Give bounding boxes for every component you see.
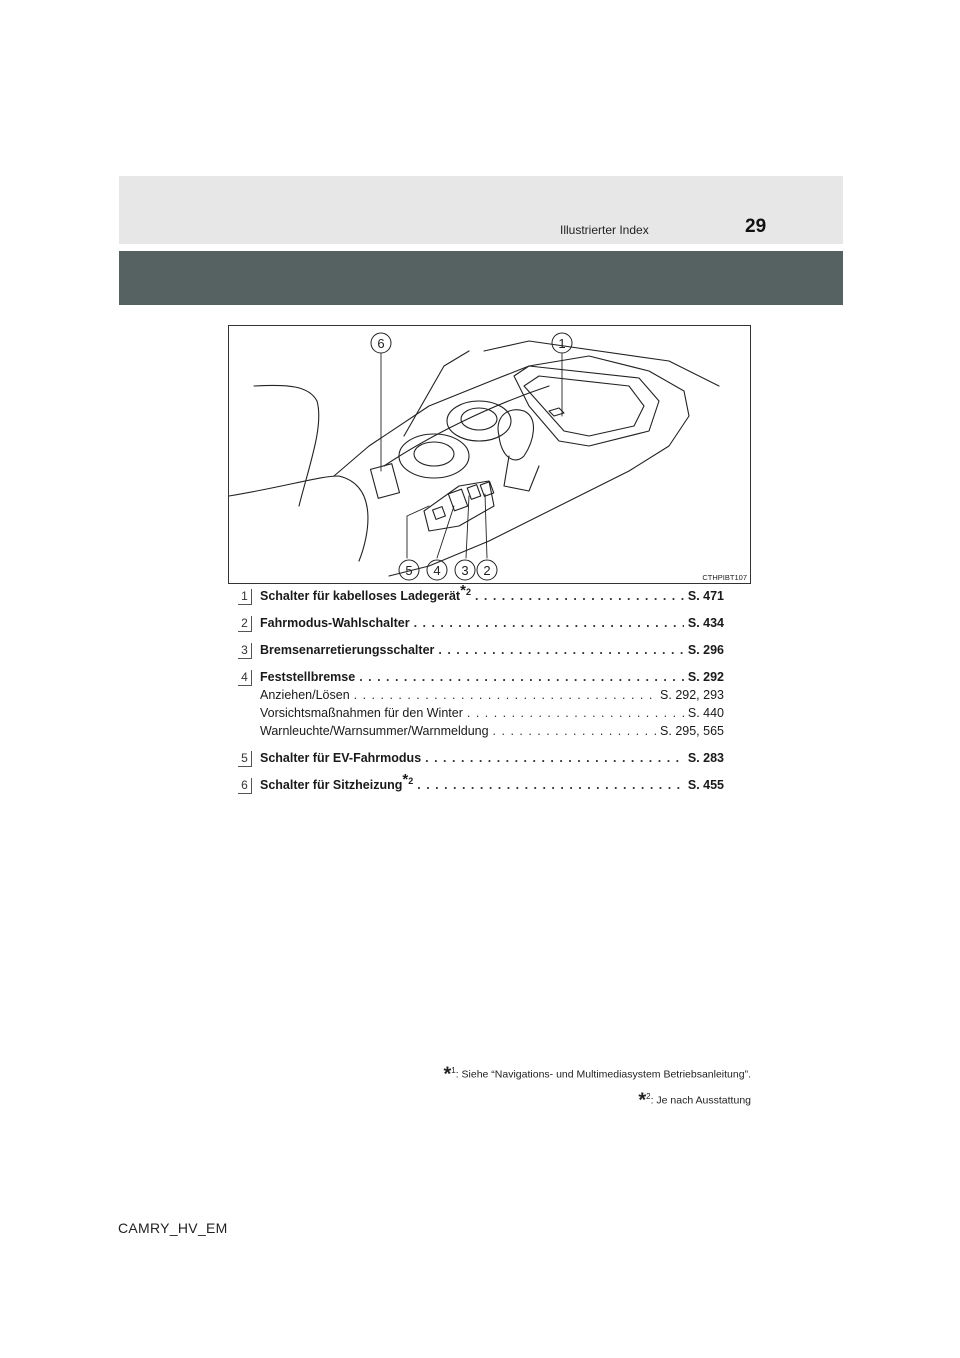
parking-brake-switch: [448, 489, 467, 511]
dash-line-2: [484, 341, 719, 386]
leader-dots: [417, 776, 684, 794]
leader-dots: [359, 668, 684, 686]
drive-mode-switch: [480, 482, 494, 497]
index-entry-5: [238, 749, 724, 767]
entry-number: 5: [238, 751, 252, 767]
entry-number: 6: [238, 778, 252, 794]
section-title: Illustrierter Index: [560, 223, 649, 237]
leader-5: [407, 506, 429, 558]
seat-cushion: [229, 476, 368, 561]
cup-holder-2: [447, 401, 511, 441]
page-ref[interactable]: S. 296: [687, 643, 724, 657]
leader-4: [437, 506, 454, 558]
center-console-illustration: [228, 325, 751, 584]
entry-number: 4: [238, 670, 252, 686]
charger-pad: [524, 376, 644, 436]
leader-dots: [425, 749, 684, 767]
page-ref[interactable]: S. 295, 565: [660, 724, 724, 738]
seat-heater-switch: [370, 464, 399, 499]
callout-2: 2: [483, 563, 491, 578]
index-entry-6: [238, 770, 724, 794]
footnote-2: *$^2$: Je nach Ausstattung: [638, 1089, 751, 1111]
callout-4: 4: [433, 563, 441, 578]
page-ref[interactable]: S. 434: [687, 616, 724, 630]
page-number: 29: [745, 216, 767, 237]
leader-dots: [438, 641, 683, 659]
callout-5: 5: [405, 563, 413, 578]
page-ref[interactable]: S. 440: [687, 706, 724, 720]
index-entry-3: [238, 641, 724, 659]
page-ref[interactable]: S. 292, 293: [660, 688, 724, 702]
footnotes: [443, 1060, 751, 1111]
seat-outline: [254, 385, 319, 506]
switch-cluster: [424, 481, 494, 531]
entry-label: Schalter für Sitzheizung$^{*2}$: [260, 770, 414, 792]
sub-entry: Warnleuchte/Warnsummer/Warnmeldung . . . S. 295, 565: [260, 722, 724, 740]
entry-label: Feststellbremse: [260, 670, 356, 684]
index-entry-4: [238, 668, 724, 740]
entry-number: 2: [238, 616, 252, 632]
page-ref[interactable]: S. 455: [687, 778, 724, 792]
page-ref[interactable]: S. 292: [687, 670, 724, 684]
index-entries: [238, 581, 724, 803]
index-entry-1: [238, 581, 724, 605]
entry-label: Fahrmodus-Wahlschalter: [260, 616, 410, 630]
leader-dots: [475, 587, 684, 605]
console-drawing: [229, 326, 750, 583]
console-body: [334, 356, 689, 576]
leader-dots: [354, 686, 656, 704]
shift-base: [504, 456, 539, 491]
header-band: [119, 176, 843, 244]
callout-3: 3: [461, 563, 469, 578]
sub-entry: Vorsichtsmaßnahmen für den Winter . . . S. 440: [260, 704, 724, 722]
leader-dots: [493, 722, 657, 740]
leader-2: [485, 494, 487, 558]
callout-6: 6: [377, 336, 385, 351]
cup-holder-1: [399, 434, 469, 478]
shift-knob: [498, 410, 533, 460]
callout-1: 1: [558, 336, 566, 351]
entry-number: 3: [238, 643, 252, 659]
page-ref[interactable]: S. 471: [687, 589, 724, 603]
entry-label: Schalter für EV-Fahrmodus: [260, 751, 422, 765]
cup-holder-1-inner: [414, 442, 454, 466]
page-ref[interactable]: S. 283: [687, 751, 724, 765]
section-bar: [119, 251, 843, 305]
leader-dots: [467, 704, 684, 722]
image-code: CTHPIBT107: [702, 573, 747, 582]
entry-number: 1: [238, 589, 252, 605]
entry-label: Bremsenarretierungsschalter: [260, 643, 435, 657]
console-edge: [384, 386, 549, 466]
sub-entry: Anziehen/Lösen . . . S. 292, 293: [260, 686, 724, 704]
ev-mode-switch: [433, 507, 446, 520]
index-entry-2: [238, 614, 724, 632]
leader-dots: [414, 614, 684, 632]
footnote-1: *$^1$: Siehe “Navigations- und Multimediasystem Betriebsanleitung”.: [443, 1063, 751, 1086]
entry-label: Schalter für kabelloses Ladegerät$^{*2}$: [260, 581, 471, 603]
model-code: CAMRY_HV_EM: [118, 1220, 228, 1236]
